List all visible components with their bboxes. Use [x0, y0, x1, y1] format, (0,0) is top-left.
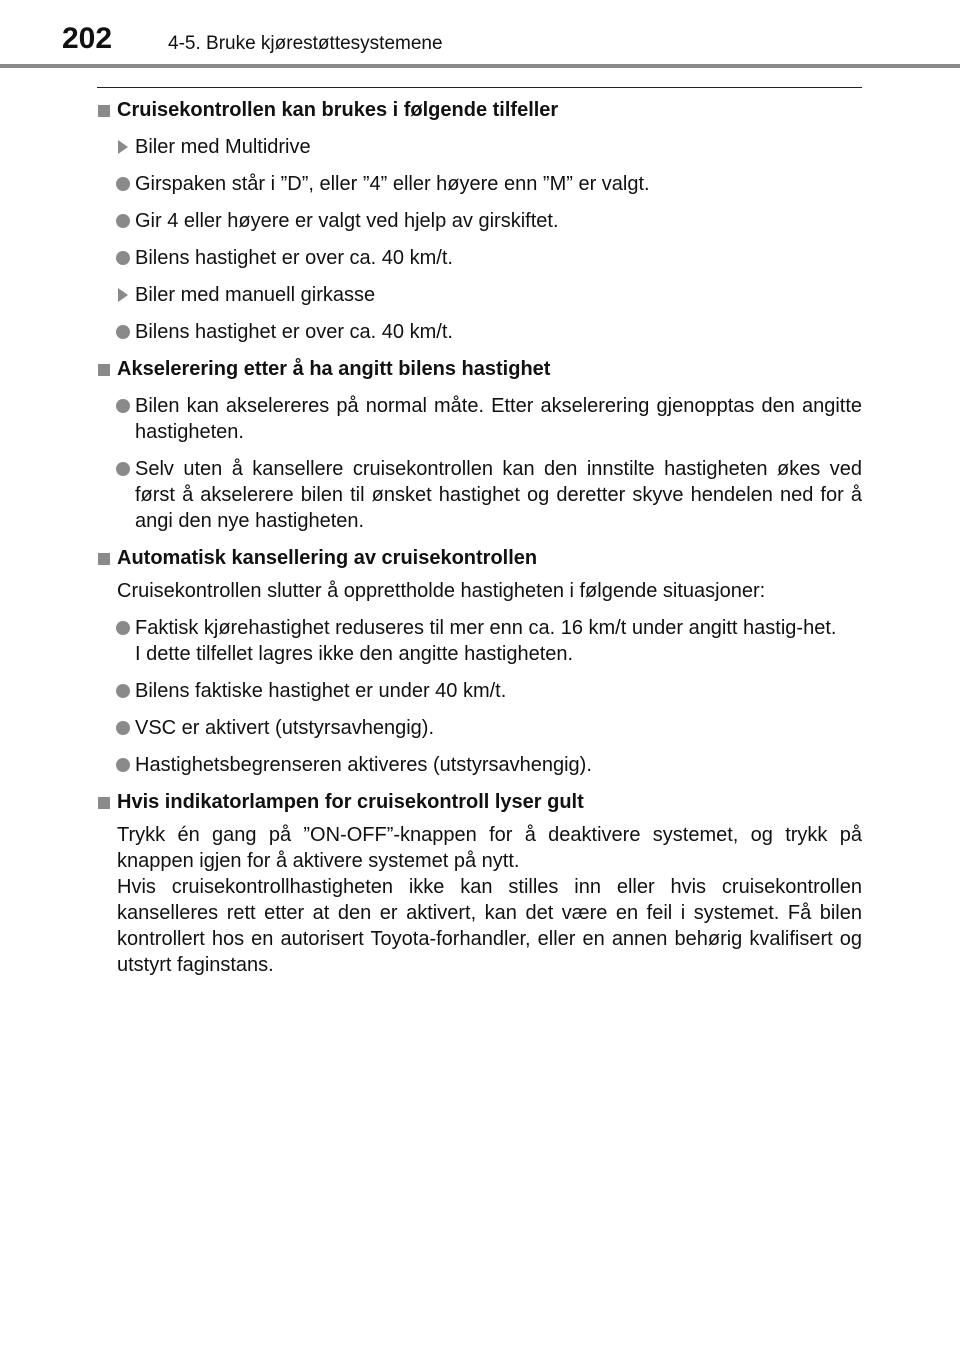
body-paragraph — [97, 822, 862, 978]
section-heading-text: Akselerering etter å ha angitt bilens hastighet — [117, 358, 551, 380]
section-heading — [97, 545, 862, 571]
list-item-text: Bilens hastighet er over ca. 40 km/t. — [135, 321, 453, 343]
square-bullet-icon — [98, 364, 110, 376]
list-item-text: Selv uten å kansellere cruisekontrollen kan den innstilte hastigheten økes ved først å akselerere bilen til ønsket hastighet og deretter skyve hendelen ned for å angi den nye hastigheten. — [135, 458, 862, 532]
sub-heading — [97, 282, 862, 308]
page-number: 202 — [62, 22, 113, 55]
square-bullet-icon — [98, 553, 110, 565]
list-item — [97, 456, 862, 534]
circle-bullet-icon — [116, 462, 130, 476]
section-title: 4-5. Bruke kjørestøttesystemene — [168, 33, 443, 54]
list-item — [97, 319, 862, 345]
triangle-bullet-icon — [118, 288, 128, 302]
list-item — [97, 715, 862, 741]
list-item-text: Girspaken står i ”D”, eller ”4” eller høyere enn ”M” er valgt. — [135, 173, 650, 195]
sub-heading — [97, 134, 862, 160]
header-divider — [0, 64, 960, 68]
list-item — [97, 752, 862, 778]
circle-bullet-icon — [116, 758, 130, 772]
circle-bullet-icon — [116, 721, 130, 735]
section-heading — [97, 356, 862, 382]
list-item — [97, 208, 862, 234]
section-heading-text: Automatisk kansellering av cruisekontrollen — [117, 547, 538, 569]
section-heading — [97, 97, 862, 123]
page-header — [0, 0, 960, 70]
list-item — [97, 171, 862, 197]
paragraph-text: Trykk én gang på ”ON-OFF”-knappen for å deaktivere systemet, og trykk på knappen igjen for å aktivere systemet på nytt. — [117, 824, 862, 872]
list-item-text: VSC er aktivert (utstyrsavhengig). — [135, 717, 434, 739]
list-item — [97, 615, 862, 667]
section-heading-text: Hvis indikatorlampen for cruisekontroll lyser gult — [117, 791, 584, 813]
circle-bullet-icon — [116, 684, 130, 698]
list-item-text: Bilen kan akselereres på normal måte. Etter akselerering gjenopptas den angitte hastigheten. — [135, 395, 862, 443]
page-content — [97, 97, 862, 978]
list-item-note: I dette tilfellet lagres ikke den angitte hastigheten. — [135, 643, 574, 665]
section-intro: Cruisekontrollen slutter å opprettholde hastigheten i følgende situasjoner: — [117, 580, 766, 602]
square-bullet-icon — [98, 105, 110, 117]
circle-bullet-icon — [116, 177, 130, 191]
list-item-text: Faktisk kjørehastighet reduseres til mer enn ca. 16 km/t under angitt hastig-het. — [135, 617, 837, 639]
circle-bullet-icon — [116, 214, 130, 228]
circle-bullet-icon — [116, 621, 130, 635]
square-bullet-icon — [98, 797, 110, 809]
circle-bullet-icon — [116, 325, 130, 339]
list-item-text: Hastighetsbegrenseren aktiveres (utstyrsavhengig). — [135, 754, 592, 776]
list-item-text: Gir 4 eller høyere er valgt ved hjelp av girskiftet. — [135, 210, 559, 232]
sub-heading-text: Biler med manuell girkasse — [135, 284, 376, 306]
list-item-text: Bilens hastighet er over ca. 40 km/t. — [135, 247, 453, 269]
circle-bullet-icon — [116, 251, 130, 265]
list-item — [97, 245, 862, 271]
sub-heading-text: Biler med Multidrive — [135, 136, 311, 158]
circle-bullet-icon — [116, 399, 130, 413]
section-heading-text: Cruisekontrollen kan brukes i følgende tilfeller — [117, 99, 559, 121]
list-item — [97, 393, 862, 445]
paragraph-text: Hvis cruisekontrollhastigheten ikke kan stilles inn eller hvis cruisekontrollen kanselleres rett etter at den er aktivert, kan det være en feil i systemet. Få bilen kontrollert hos en autorisert Toyota-forhandler, eller en annen behørig kvalifisert og utstyrt faginstans. — [117, 876, 862, 976]
list-item — [97, 678, 862, 704]
list-item-text: Bilens faktiske hastighet er under 40 km/t. — [135, 680, 507, 702]
content-top-rule — [97, 87, 862, 88]
section-heading — [97, 789, 862, 815]
triangle-bullet-icon — [118, 140, 128, 154]
